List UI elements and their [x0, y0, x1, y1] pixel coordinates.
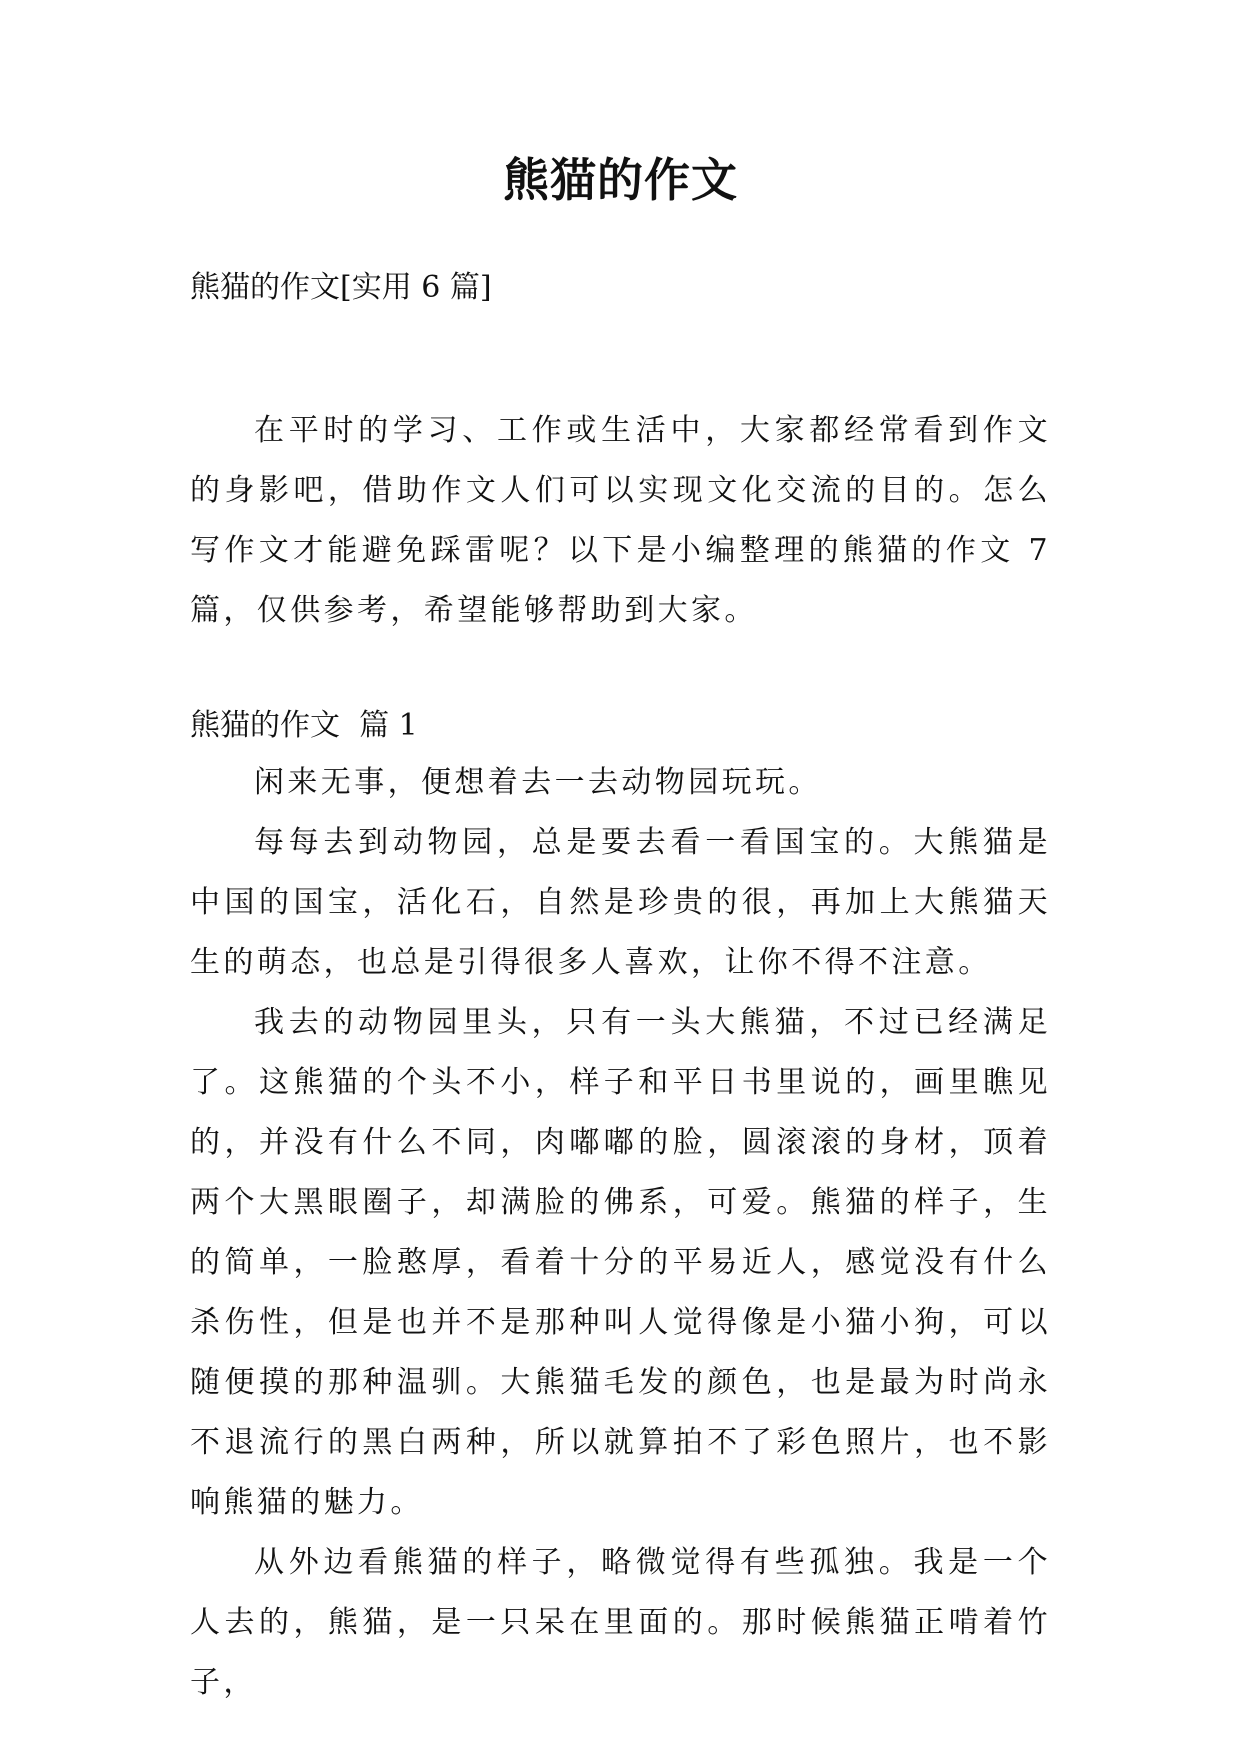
article-heading: 熊猫的作文 篇 1	[190, 708, 418, 743]
document-subtitle: 熊猫的作文[实用 6 篇]	[190, 270, 492, 305]
article-body	[190, 753, 1051, 1713]
article-paragraph: 闲来无事，便想着去一去动物园玩玩。	[254, 765, 822, 800]
page-title: 熊猫的作文	[503, 153, 738, 207]
intro-section	[190, 401, 1051, 641]
article-paragraph: 从外边看熊猫的样子，略微觉得有些孤独。我是一个人去的，熊猫，是一只呆在里面的。那时候熊猫正啃着竹子，	[190, 1545, 1051, 1700]
intro-paragraph: 在平时的学习、工作或生活中，大家都经常看到作文的身影吧，借助作文人们可以实现文化交流的目的。怎么写作文才能避免踩雷呢？以下是小编整理的熊猫的作文 7 篇，仅供参考，希望能够帮助到大家。	[190, 413, 1051, 628]
article-paragraph: 每每去到动物园，总是要去看一看国宝的。大熊猫是中国的国宝，活化石，自然是珍贵的很，再加上大熊猫天生的萌态，也总是引得很多人喜欢，让你不得不注意。	[190, 825, 1051, 980]
article-paragraph: 我去的动物园里头，只有一头大熊猫，不过已经满足了。这熊猫的个头不小，样子和平日书里说的，画里瞧见的，并没有什么不同，肉嘟嘟的脸，圆滚滚的身材，顶着两个大黑眼圈子，却满脸的佛系，可爱。熊猫的样子，生的简单，一脸憨厚，看着十分的平易近人，感觉没有什么杀伤性，但是也并不是那种叫人觉得像是小猫小狗，可以随便摸的那种温驯。大熊猫毛发的颜色，也是最为时尚永不退流行的黑白两种，所以就算拍不了彩色照片，也不影响熊猫的魅力。	[190, 1005, 1051, 1520]
